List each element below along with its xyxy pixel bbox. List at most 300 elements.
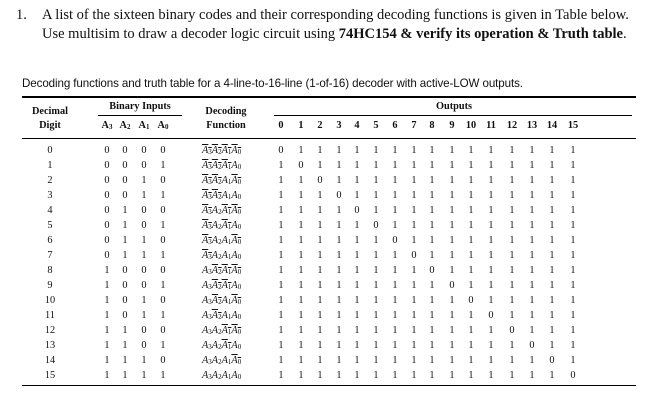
input-bit: 1 xyxy=(104,340,110,351)
question-text xyxy=(42,6,644,44)
output-bit: 1 xyxy=(354,265,360,276)
table-row xyxy=(22,159,636,173)
table-row xyxy=(22,354,636,368)
output-bit: 1 xyxy=(509,250,515,261)
output-bit: 1 xyxy=(317,220,323,231)
header-output-1: 1 xyxy=(298,120,304,131)
function-sub: 1 xyxy=(227,268,232,276)
output-bit: 1 xyxy=(392,280,398,291)
output-bit: 1 xyxy=(429,175,435,186)
function-letter: A xyxy=(231,280,238,291)
question-number: 1. xyxy=(16,7,27,23)
input-bit: 0 xyxy=(122,145,128,156)
output-bit: 1 xyxy=(429,145,435,156)
output-bit: 1 xyxy=(488,295,494,306)
function-term xyxy=(231,190,241,201)
decimal-digit: 6 xyxy=(47,235,53,246)
function-sub: 1 xyxy=(227,148,232,156)
output-bit: 1 xyxy=(449,220,455,231)
function-term xyxy=(222,370,232,381)
input-bit: 0 xyxy=(104,250,110,261)
decoding-function xyxy=(202,189,241,204)
function-letter: A xyxy=(231,235,238,246)
output-bit: 1 xyxy=(411,160,417,171)
function-letter: A xyxy=(221,310,228,321)
output-bit: 1 xyxy=(488,250,494,261)
output-bit: 1 xyxy=(529,175,535,186)
decimal-digit: 2 xyxy=(47,175,53,186)
function-sub: 0 xyxy=(237,163,242,171)
function-sub: 2 xyxy=(218,358,222,366)
output-bit: 1 xyxy=(449,265,455,276)
output-bit: 1 xyxy=(354,220,360,231)
table-body xyxy=(22,139,636,385)
function-term xyxy=(212,340,222,351)
output-bit: 1 xyxy=(429,295,435,306)
function-term xyxy=(222,175,232,186)
output-bit: 1 xyxy=(317,160,323,171)
decimal-digit: 15 xyxy=(44,370,56,381)
output-bit: 1 xyxy=(278,265,284,276)
output-bit: 1 xyxy=(392,220,398,231)
output-bit: 1 xyxy=(317,325,323,336)
input-bit: 1 xyxy=(141,190,147,201)
function-letter: A xyxy=(202,280,209,291)
function-sub: 3 xyxy=(208,328,212,336)
table-caption: Decoding functions and truth table for a 4-line-to-16-line (1-of-16) decoder with active-LOW outputs. xyxy=(22,77,523,90)
function-sub: 3 xyxy=(208,238,212,246)
output-bit: 1 xyxy=(488,205,494,216)
function-term xyxy=(222,205,232,216)
output-bit: 1 xyxy=(392,265,398,276)
input-bit: 0 xyxy=(122,175,128,186)
decoding-function xyxy=(202,249,241,264)
function-sub: 1 xyxy=(227,223,232,231)
output-bit: 1 xyxy=(411,340,417,351)
function-term xyxy=(231,280,241,291)
function-sub: 2 xyxy=(218,328,222,336)
function-letter: A xyxy=(202,220,209,231)
output-bit: 1 xyxy=(429,160,435,171)
question-block xyxy=(8,6,644,44)
input-bit: 1 xyxy=(141,355,147,366)
output-bit: 1 xyxy=(509,265,515,276)
table-row xyxy=(22,249,636,263)
table-row xyxy=(22,339,636,353)
output-bit: 1 xyxy=(429,325,435,336)
output-bit: 1 xyxy=(449,340,455,351)
input-bit: 1 xyxy=(141,250,147,261)
output-bit: 1 xyxy=(373,340,379,351)
function-term xyxy=(231,295,241,306)
header-function: Function xyxy=(206,120,246,131)
output-bit: 1 xyxy=(509,370,515,381)
function-term xyxy=(212,280,222,291)
function-sub: 2 xyxy=(218,178,222,186)
output-bit: 1 xyxy=(468,355,474,366)
header-output-5: 5 xyxy=(373,120,379,131)
output-bit: 1 xyxy=(392,370,398,381)
output-bit: 1 xyxy=(278,340,284,351)
output-bit: 1 xyxy=(449,295,455,306)
output-bit: 1 xyxy=(468,280,474,291)
output-bit: 1 xyxy=(449,235,455,246)
output-bit: 1 xyxy=(373,355,379,366)
function-letter: A xyxy=(211,250,219,261)
function-term xyxy=(202,310,212,321)
output-bit: 1 xyxy=(529,325,535,336)
function-term xyxy=(222,160,232,171)
input-bit: 0 xyxy=(141,265,147,276)
function-term xyxy=(222,310,232,321)
output-bit: 1 xyxy=(392,145,398,156)
output-bit: 1 xyxy=(336,220,342,231)
function-term xyxy=(212,190,222,201)
output-bit: 1 xyxy=(529,295,535,306)
output-bit: 1 xyxy=(317,205,323,216)
output-bit: 1 xyxy=(354,235,360,246)
input-bit: 1 xyxy=(104,355,110,366)
input-bit: 1 xyxy=(104,370,110,381)
function-letter: A xyxy=(221,250,228,261)
input-bit: 0 xyxy=(122,295,128,306)
function-term xyxy=(202,265,212,276)
input-bit: 1 xyxy=(122,250,128,261)
function-term xyxy=(231,370,241,381)
function-sub: 1 xyxy=(227,208,232,216)
decoding-function xyxy=(202,174,241,189)
function-letter: A xyxy=(202,340,209,351)
output-bit: 1 xyxy=(468,175,474,186)
output-bit: 1 xyxy=(468,160,474,171)
output-bit: 1 xyxy=(488,370,494,381)
input-bit: 0 xyxy=(160,235,166,246)
output-bit: 1 xyxy=(449,205,455,216)
function-letter: A xyxy=(202,235,209,246)
function-letter: A xyxy=(211,190,219,201)
input-bit: 0 xyxy=(122,310,128,321)
output-bit: 1 xyxy=(468,220,474,231)
function-sub: 1 xyxy=(227,328,232,336)
function-letter: A xyxy=(221,340,228,351)
decimal-digit: 12 xyxy=(44,325,56,336)
output-bit: 1 xyxy=(549,175,555,186)
input-bit: 0 xyxy=(141,220,147,231)
function-term xyxy=(212,160,222,171)
function-term xyxy=(222,280,232,291)
table-row xyxy=(22,294,636,308)
output-bit: 1 xyxy=(509,205,515,216)
output-bit: 1 xyxy=(336,235,342,246)
input-bit: 0 xyxy=(141,280,147,291)
input-bit: 1 xyxy=(122,340,128,351)
input-bit: 1 xyxy=(141,295,147,306)
function-letter: A xyxy=(231,250,238,261)
output-bit: 0 xyxy=(449,280,455,291)
function-letter: A xyxy=(221,325,228,336)
function-sub: 2 xyxy=(218,163,222,171)
output-bit: 1 xyxy=(411,175,417,186)
output-bit: 1 xyxy=(411,265,417,276)
function-letter: A xyxy=(211,145,219,156)
function-letter: A xyxy=(231,220,238,231)
decoding-function xyxy=(202,204,241,219)
output-bit: 1 xyxy=(449,175,455,186)
function-sub: 2 xyxy=(218,298,222,306)
output-bit: 1 xyxy=(411,190,417,201)
output-bit: 1 xyxy=(570,325,576,336)
decimal-digit: 5 xyxy=(47,220,53,231)
output-bit: 1 xyxy=(354,250,360,261)
function-term xyxy=(202,190,212,201)
decoding-function xyxy=(202,159,241,174)
input-bit: 1 xyxy=(104,295,110,306)
input-bit: 0 xyxy=(122,160,128,171)
output-bit: 1 xyxy=(549,265,555,276)
function-sub: 3 xyxy=(208,208,212,216)
decimal-digit: 13 xyxy=(44,340,56,351)
function-letter: A xyxy=(202,145,209,156)
table-row xyxy=(22,219,636,233)
output-bit: 1 xyxy=(317,295,323,306)
table-row xyxy=(22,324,636,338)
function-sub: 0 xyxy=(237,358,242,366)
header-output-4: 4 xyxy=(354,120,360,131)
output-bit: 1 xyxy=(411,295,417,306)
input-bit: 1 xyxy=(141,370,147,381)
output-bit: 0 xyxy=(509,325,515,336)
function-sub: 2 xyxy=(218,253,222,261)
function-letter: A xyxy=(221,160,228,171)
output-bit: 1 xyxy=(529,235,535,246)
output-bit: 1 xyxy=(298,370,304,381)
output-bit: 1 xyxy=(488,280,494,291)
function-letter: A xyxy=(202,355,209,366)
output-bit: 1 xyxy=(549,250,555,261)
output-bit: 1 xyxy=(373,295,379,306)
function-term xyxy=(212,295,222,306)
output-bit: 1 xyxy=(570,340,576,351)
output-bit: 1 xyxy=(373,370,379,381)
header-output-13: 13 xyxy=(526,120,538,131)
output-bit: 1 xyxy=(336,250,342,261)
output-bit: 1 xyxy=(392,355,398,366)
function-term xyxy=(202,205,212,216)
function-sub: 1 xyxy=(227,178,232,186)
header-input-3 xyxy=(155,120,171,131)
output-bit: 1 xyxy=(411,370,417,381)
function-letter: A xyxy=(211,310,219,321)
function-sub: 0 xyxy=(237,148,242,156)
function-sub: 1 xyxy=(227,163,232,171)
output-bit: 1 xyxy=(488,190,494,201)
output-bit: 1 xyxy=(509,235,515,246)
output-bit: 1 xyxy=(317,355,323,366)
output-bit: 1 xyxy=(411,220,417,231)
output-bit: 1 xyxy=(529,220,535,231)
function-sub: 0 xyxy=(237,223,242,231)
decimal-digit: 9 xyxy=(47,280,53,291)
input-bit: 1 xyxy=(104,325,110,336)
output-bit: 1 xyxy=(317,190,323,201)
output-bit: 1 xyxy=(429,340,435,351)
output-bit: 1 xyxy=(549,325,555,336)
header-input-0 xyxy=(99,120,115,131)
input-bit: 1 xyxy=(160,250,166,261)
function-letter: A xyxy=(231,340,238,351)
output-bit: 0 xyxy=(336,190,342,201)
input-bit: 1 xyxy=(160,280,166,291)
output-bit: 1 xyxy=(336,145,342,156)
input-bit: 0 xyxy=(160,175,166,186)
function-sub: 1 xyxy=(227,313,232,321)
output-bit: 0 xyxy=(354,205,360,216)
function-sub: 3 xyxy=(208,148,212,156)
output-bit: 1 xyxy=(317,280,323,291)
function-letter: A xyxy=(231,295,238,306)
function-letter: A xyxy=(211,160,219,171)
output-bit: 1 xyxy=(509,175,515,186)
header-decoding: Decoding xyxy=(205,106,247,117)
output-bit: 1 xyxy=(411,280,417,291)
function-term xyxy=(231,160,241,171)
table-row xyxy=(22,264,636,278)
output-bit: 1 xyxy=(298,175,304,186)
output-bit: 1 xyxy=(570,160,576,171)
output-bit: 1 xyxy=(278,190,284,201)
function-term xyxy=(202,175,212,186)
output-bit: 1 xyxy=(529,265,535,276)
header-input-sub: 3 xyxy=(108,123,113,131)
input-bit: 1 xyxy=(160,190,166,201)
function-sub: 3 xyxy=(208,298,212,306)
input-bit: 0 xyxy=(104,235,110,246)
function-letter: A xyxy=(231,370,238,381)
output-bit: 1 xyxy=(336,265,342,276)
function-sub: 2 xyxy=(218,193,222,201)
function-letter: A xyxy=(211,340,219,351)
function-term xyxy=(231,145,241,156)
output-bit: 1 xyxy=(392,295,398,306)
function-term xyxy=(212,220,222,231)
function-letter: A xyxy=(211,325,219,336)
output-bit: 1 xyxy=(336,160,342,171)
output-bit: 1 xyxy=(449,370,455,381)
function-term xyxy=(212,265,222,276)
output-bit: 1 xyxy=(411,355,417,366)
output-bit: 1 xyxy=(411,145,417,156)
function-letter: A xyxy=(231,190,238,201)
input-bit: 1 xyxy=(104,280,110,291)
output-bit: 1 xyxy=(411,325,417,336)
function-sub: 3 xyxy=(208,313,212,321)
output-bit: 0 xyxy=(429,265,435,276)
header-input-sub: 2 xyxy=(126,123,131,131)
decimal-digit: 8 xyxy=(47,265,53,276)
function-letter: A xyxy=(202,160,209,171)
header-output-9: 9 xyxy=(449,120,455,131)
decimal-digit: 3 xyxy=(47,190,53,201)
function-sub: 3 xyxy=(208,223,212,231)
function-term xyxy=(202,160,212,171)
function-letter: A xyxy=(202,325,209,336)
header-output-7: 7 xyxy=(411,120,417,131)
decoding-function xyxy=(202,309,241,324)
function-letter: A xyxy=(221,175,228,186)
output-bit: 1 xyxy=(468,205,474,216)
function-term xyxy=(202,235,212,246)
output-bit: 1 xyxy=(509,160,515,171)
input-bit: 1 xyxy=(160,310,166,321)
output-bit: 1 xyxy=(278,370,284,381)
output-bit: 1 xyxy=(373,160,379,171)
header-input-2 xyxy=(136,120,152,131)
output-bit: 1 xyxy=(278,325,284,336)
function-sub: 3 xyxy=(208,163,212,171)
function-sub: 3 xyxy=(208,253,212,261)
header-output-11: 11 xyxy=(486,120,496,131)
function-term xyxy=(231,325,241,336)
function-term xyxy=(222,265,232,276)
function-sub: 0 xyxy=(237,328,242,336)
output-bit: 1 xyxy=(354,340,360,351)
input-bit: 1 xyxy=(160,160,166,171)
output-bit: 1 xyxy=(449,160,455,171)
function-letter: A xyxy=(202,370,209,381)
function-sub: 2 xyxy=(218,313,222,321)
output-bit: 1 xyxy=(509,295,515,306)
table-row xyxy=(22,144,636,158)
function-letter: A xyxy=(211,175,219,186)
output-bit: 1 xyxy=(488,175,494,186)
function-term xyxy=(202,295,212,306)
outputs-rule xyxy=(274,115,632,116)
input-bit: 0 xyxy=(104,160,110,171)
input-bit: 1 xyxy=(122,370,128,381)
input-bit: 0 xyxy=(122,280,128,291)
output-bit: 1 xyxy=(278,220,284,231)
output-bit: 1 xyxy=(570,310,576,321)
output-bit: 1 xyxy=(317,250,323,261)
output-bit: 1 xyxy=(373,310,379,321)
output-bit: 1 xyxy=(549,280,555,291)
input-bit: 0 xyxy=(160,145,166,156)
function-letter: A xyxy=(202,310,209,321)
function-term xyxy=(212,235,222,246)
output-bit: 1 xyxy=(549,145,555,156)
function-term xyxy=(212,355,222,366)
function-term xyxy=(231,235,241,246)
header-input-letter: A xyxy=(101,120,109,131)
question-text-plain: A list of the sixteen binary codes and their corresponding decoding functions is given in Table below. Use multisim to draw a decoder logic circuit using xyxy=(42,7,629,42)
header-input-letter: A xyxy=(157,120,165,131)
output-bit: 1 xyxy=(278,205,284,216)
decoding-function xyxy=(202,219,241,234)
output-bit: 0 xyxy=(529,340,535,351)
table-row xyxy=(22,279,636,293)
function-term xyxy=(231,220,241,231)
output-bit: 1 xyxy=(570,205,576,216)
header-output-0: 0 xyxy=(278,120,284,131)
output-bit: 1 xyxy=(468,190,474,201)
output-bit: 1 xyxy=(373,190,379,201)
function-letter: A xyxy=(211,205,219,216)
input-bit: 0 xyxy=(104,175,110,186)
function-term xyxy=(231,340,241,351)
output-bit: 1 xyxy=(373,250,379,261)
header-input-letter: A xyxy=(138,120,146,131)
output-bit: 1 xyxy=(570,355,576,366)
